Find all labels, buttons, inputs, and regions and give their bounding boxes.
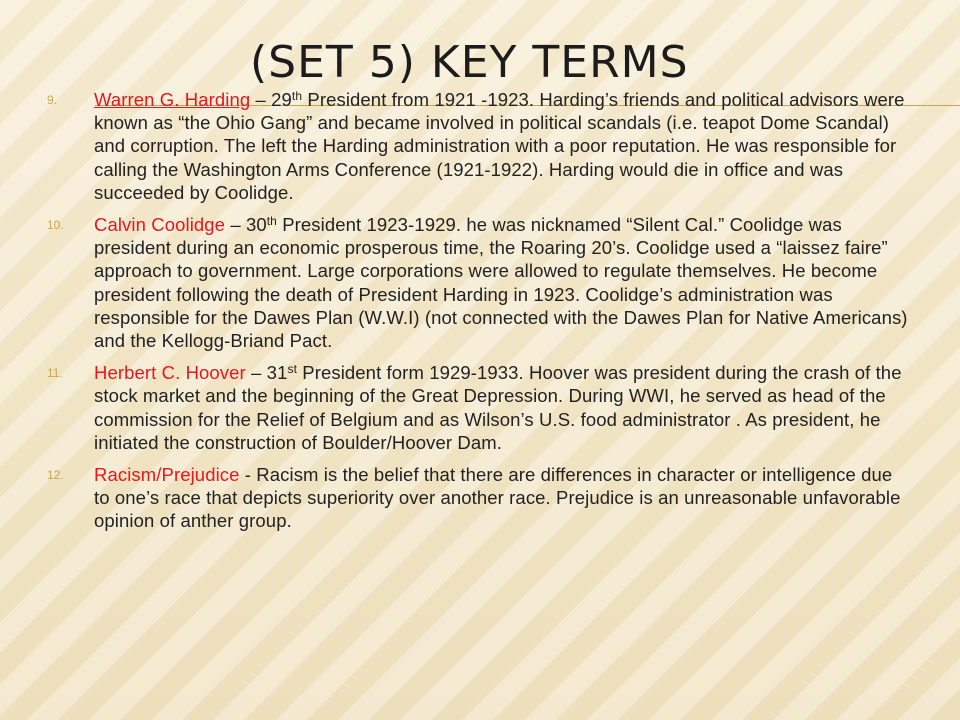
list-item-text <box>94 463 909 533</box>
list-item-text <box>94 361 909 454</box>
term-ordinal: – 31 <box>245 362 288 384</box>
term-ordinal: – 30 <box>225 214 267 236</box>
list-item-number: 9. <box>47 93 58 107</box>
slide-title: (SET 5) KEY TERMS <box>250 37 689 88</box>
list-item-number: 10. <box>47 218 64 233</box>
term-name: Herbert C. Hoover <box>94 362 246 384</box>
term-description: President from 1921 -1923. Harding’s friends and political advisors were known as “the Ohio Gang” and became involved in political scandals (i.e. teapot Dome Scandal) and corruption. The left the Harding administration with a poor reputation. He was responsible for calling the Washington Arms Conference (1921-1922). Harding would die in office and was succeeded by Coolidge. <box>94 89 905 203</box>
list-item-coolidge <box>0 213 960 352</box>
term-description: - Racism is the belief that there are differences in character or intelligence due to one’s race that depicts superiority over another race. Prejudice is an unreasonable unfavorable opinion of anther group. <box>94 464 901 532</box>
list-item-text <box>94 88 909 204</box>
list-item-harding <box>0 88 960 204</box>
term-name: Racism/Prejudice <box>94 464 240 486</box>
list-item-racism-prejudice <box>0 463 960 533</box>
list-item-number: 11. <box>47 366 63 381</box>
term-ordinal: – 29 <box>250 89 292 110</box>
list-item-number: 12. <box>47 468 64 483</box>
ordinal-suffix: st <box>287 362 298 377</box>
ordinal-suffix: th <box>291 89 303 103</box>
term-name: Calvin Coolidge <box>94 214 226 236</box>
list-item-text <box>94 213 909 352</box>
term-description: President form 1929-1933. Hoover was president during the crash of the stock market and the beginning of the Great Depression. During WWI, he served as head of the commission for the Relief of Belgium and as Wilson’s U.S. food administrator . As president, he initiated the construction of Boulder/Hoover Dam. <box>94 362 902 453</box>
list-item-hoover <box>0 361 960 454</box>
ordinal-suffix: th <box>266 214 277 229</box>
term-name: Warren G. Harding <box>94 89 251 110</box>
key-terms-list <box>0 88 960 542</box>
term-description: President 1923-1929. he was nicknamed “Silent Cal.” Coolidge was president during an economic prosperous time, the Roaring 20’s. Coolidge used a “laissez faire” approach to government. Large corporations were allowed to regulate themselves. He become president following the death of President Harding in 1923. Coolidge’s administration was responsible for the Dawes Plan (W.W.I) (not connected with the Dawes Plan for Native Americans) and the Kellogg-Briand Pact. <box>94 214 908 352</box>
